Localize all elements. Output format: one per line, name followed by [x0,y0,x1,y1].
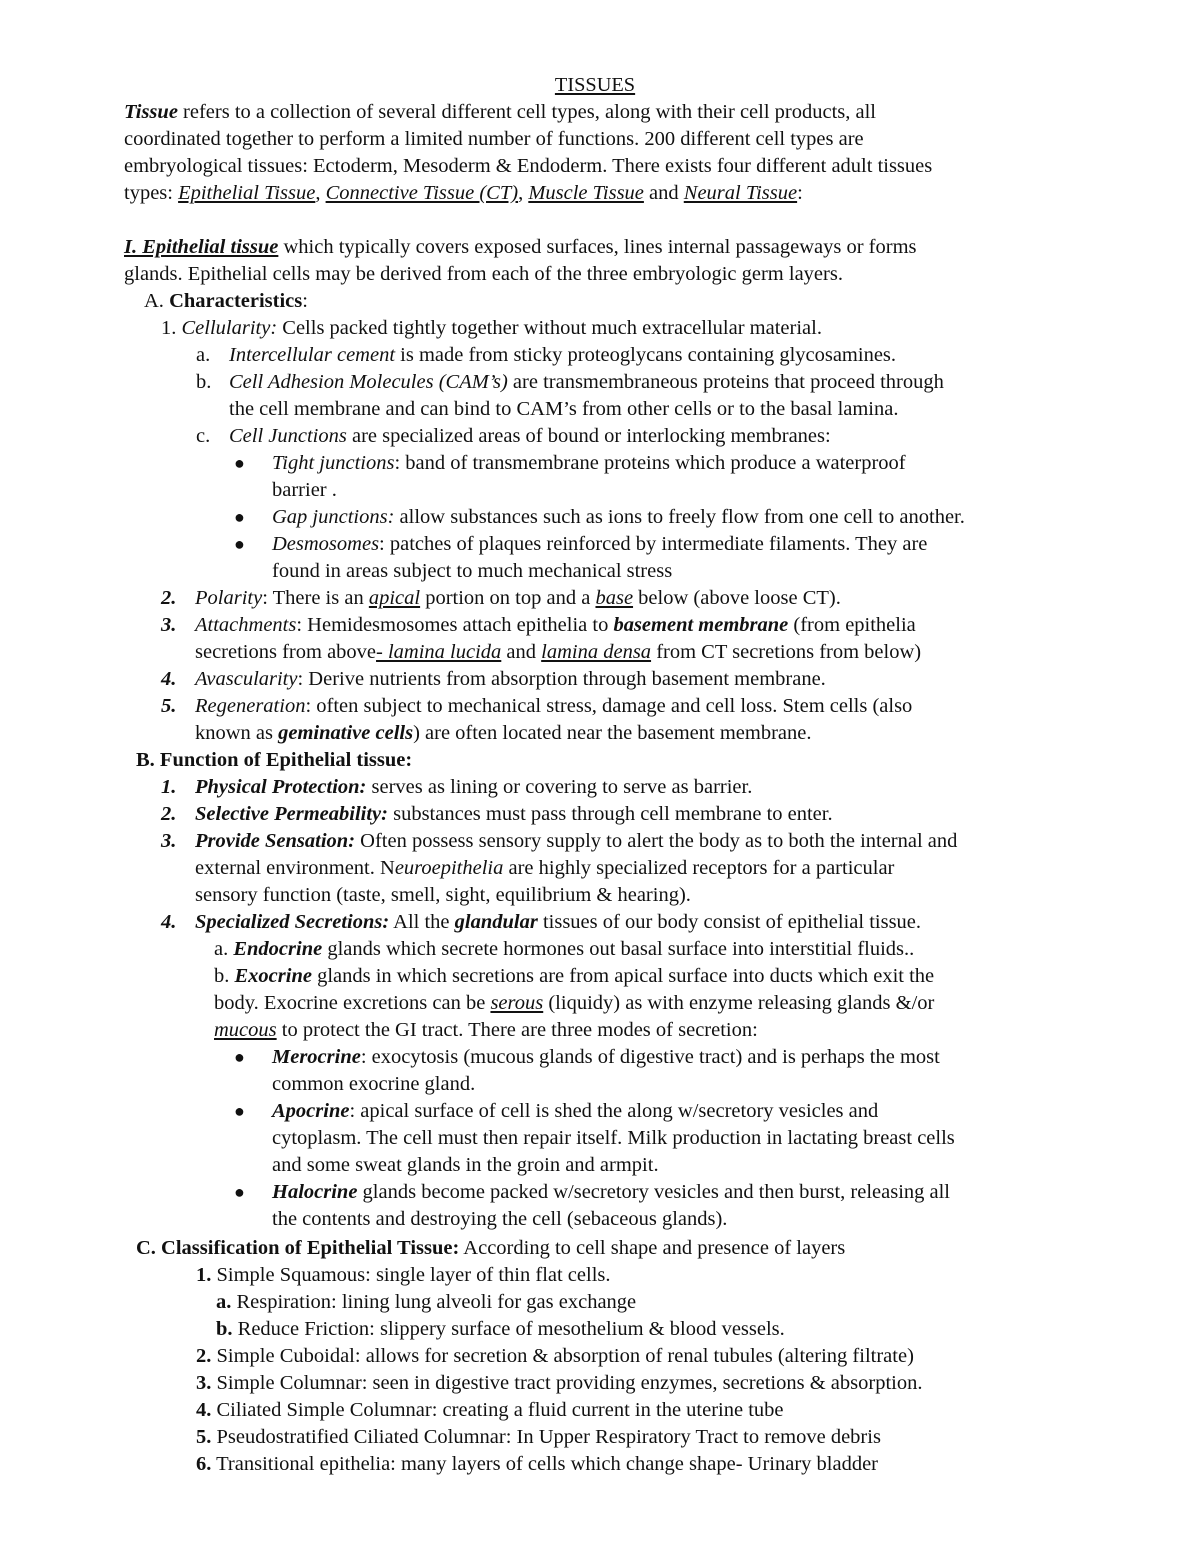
item-text: ) are often located near the basement membrane. [413,722,812,744]
term-neuroepithelia: euroepithelia [394,857,504,879]
classification-item [196,1398,784,1422]
section-1-heading-line [124,235,917,259]
item-text: are transmembraneous proteins that proceed through [507,371,944,393]
item-number: 4. [196,1399,212,1421]
section-1-line-2: glands. Epithelial cells may be derived from each of the three embryologic germ layers. [124,263,843,285]
marker: A. [144,290,170,312]
term-serous: serous [490,992,544,1014]
classification-item [196,1452,878,1476]
classification-item [216,1290,636,1314]
item-number: 3. [161,614,177,636]
classification-item [196,1263,611,1287]
intro-line-3: embryological tissues: Ectoderm, Mesoderm & Endoderm. There exists four different adult tissues [124,155,933,177]
term-lamina-densa: lamina densa [541,641,652,663]
secretion-mode [272,1045,940,1069]
item-text: from CT secretions from below) [651,641,922,663]
characteristic-1b [229,370,944,394]
secretion-mode [272,1099,878,1123]
item-text: : patches of plaques reinforced by intermediate filaments. They are [379,533,928,555]
bullet-icon: ● [234,1182,245,1202]
term-mucous: mucous [214,1019,277,1041]
intro-text: types: [124,182,179,204]
tissue-type: Epithelial Tissue [178,182,316,204]
characteristic-5 [195,694,912,718]
item-number: 1. [161,776,177,798]
junction-item-line-2: barrier . [272,479,337,501]
function-2 [195,802,833,826]
secretion-mode-line-2: the contents and destroying the cell (sebaceous glands). [272,1208,728,1230]
item-text: Simple Squamous: single layer of thin flat cells. [211,1264,611,1286]
subsection-a-label: Characteristics [169,290,303,312]
item-text: All the [389,911,455,933]
term: Provide Sensation: [195,830,356,852]
intro-line-2: coordinated together to perform a limited number of functions. 200 different cell types are [124,128,864,150]
item-number: 1. [161,317,182,339]
term: Cell Adhesion Molecules (CAM’s) [229,371,508,393]
item-number: 4. [161,668,177,690]
item-text: are highly specialized receptors for a particular [503,857,895,879]
item-text: glands become packed w/secretory vesicles and then burst, releasing all [357,1181,950,1203]
characteristic-1 [161,316,822,340]
marker-b: b. [196,371,212,393]
subsection-a-heading [144,289,308,313]
characteristic-3-line-2 [195,640,921,664]
term: Apocrine [272,1100,350,1122]
item-text: : exocytosis (mucous glands of digestive tract) and is perhaps the most [360,1046,940,1068]
item-text: tissues of our body consist of epithelial tissue. [537,911,922,933]
function-3-line-2 [195,856,894,880]
item-text: Pseudostratified Ciliated Columnar: In Upper Respiratory Tract to remove debris [211,1426,881,1448]
item-text: Often possess sensory supply to alert the body as to both the internal and [355,830,958,852]
item-text: below (above loose CT). [633,587,841,609]
tissue-type: Neural Tissue [683,182,798,204]
function-4b-line-2 [214,991,934,1015]
marker-a: a. [196,344,211,366]
term-endocrine: Endocrine [233,938,323,960]
section-1-heading: I. Epithelial tissue [124,236,279,258]
junction-item [272,451,906,475]
item-text: (liquidy) as with enzyme releasing glands &/or [543,992,935,1014]
item-text: : apical surface of cell is shed the along w/secretory vesicles and [349,1100,879,1122]
classification-item [196,1371,922,1395]
characteristic-1c [229,424,831,448]
item-text: known as [195,722,279,744]
characteristic-1a [229,343,896,367]
item-text: Simple Cuboidal: allows for secretion & absorption of renal tubules (altering filtrate) [211,1345,914,1367]
characteristic-5-line-2 [195,721,811,745]
item-number: 3. [161,830,177,852]
term: Halocrine [272,1181,358,1203]
item-number: 5. [196,1426,212,1448]
item-text: Reduce Friction: slippery surface of mesothelium & blood vessels. [232,1318,785,1340]
item-text: and [501,641,542,663]
term-glandular: glandular [454,911,538,933]
term: Cellularity: [181,317,278,339]
term-tissue: Tissue [124,101,178,123]
marker-c: c. [196,425,211,447]
term: Specialized Secretions: [195,911,390,933]
term-basement-membrane: basement membrane [613,614,789,636]
item-text: : There is an [262,587,369,609]
junction-item [272,532,927,556]
item-text: external environment. N [195,857,395,879]
term: Avascularity [195,668,298,690]
function-4b [214,964,934,988]
separator: and [643,182,684,204]
junction-item-line-2: found in areas subject to much mechanical stress [272,560,673,582]
term: Gap junctions: [272,506,395,528]
item-text: body. Exocrine excretions can be [214,992,491,1014]
marker: b. [214,965,235,987]
classification-item [216,1317,785,1341]
tissue-type: Connective Tissue (CT) [325,182,519,204]
item-number: 4. [161,911,177,933]
term: Desmosomes [272,533,380,555]
term: Regeneration [195,695,306,717]
item-text: to protect the GI tract. There are three modes of secretion: [276,1019,758,1041]
classification-item [196,1344,914,1368]
item-text: Cells packed tightly together without much extracellular material. [277,317,822,339]
item-text: Ciliated Simple Columnar: creating a fluid current in the uterine tube [211,1399,784,1421]
term: Selective Permeability: [195,803,388,825]
intro-line-1 [124,100,876,124]
section-text: which typically covers exposed surfaces, lines internal passageways or forms [278,236,917,258]
bullet-icon: ● [234,534,245,554]
bullet-icon: ● [234,453,245,473]
term: Intercellular cement [229,344,396,366]
function-4a [214,937,914,961]
term: Attachments [195,614,297,636]
subsection-c-label: C. Classification of Epithelial Tissue: [136,1237,460,1259]
item-text: portion on top and a [420,587,596,609]
term-geminative-cells: geminative cells [278,722,414,744]
item-text: : band of transmembrane proteins which produce a waterproof [394,452,906,474]
secretion-mode [272,1180,950,1204]
bullet-icon: ● [234,1047,245,1067]
item-number: 2. [196,1345,212,1367]
term-base: base [595,587,634,609]
junction-item [272,505,965,529]
function-1 [195,775,752,799]
item-number: 1. [196,1264,212,1286]
item-number: 2. [161,803,177,825]
separator: : [302,290,308,312]
bullet-icon: ● [234,1101,245,1121]
classification-item [196,1425,881,1449]
item-text: Transitional epithelia: many layers of cells which change shape- Urinary bladder [211,1453,878,1475]
secretion-mode-line-2: cytoplasm. The cell must then repair itself. Milk production in lactating breast cells [272,1127,955,1149]
item-text: allow substances such as ions to freely flow from one cell to another. [394,506,965,528]
tissue-type: Muscle Tissue [528,182,644,204]
function-3-line-3: sensory function (taste, smell, sight, equilibrium & hearing). [195,884,691,906]
function-4b-line-3 [214,1018,758,1042]
term: Merocrine [272,1046,361,1068]
item-text: glands in which secretions are from apical surface into ducts which exit the [311,965,935,987]
term-lamina-lucida: - lamina lucida [376,641,502,663]
item-text: glands which secrete hormones out basal surface into interstitial fluids.. [322,938,915,960]
characteristic-2 [195,586,841,610]
term: Cell Junctions [229,425,347,447]
intro-text: refers to a collection of several different cell types, along with their cell products, all [177,101,876,123]
item-number: 6. [196,1453,212,1475]
item-number: 5. [161,695,177,717]
item-number: 2. [161,587,177,609]
item-text: Simple Columnar: seen in digestive tract providing enzymes, secretions & absorption. [211,1372,923,1394]
characteristic-3 [195,613,916,637]
function-4 [195,910,921,934]
item-text: are specialized areas of bound or interlocking membranes: [346,425,831,447]
term-exocrine: Exocrine [234,965,312,987]
subsection-b-heading: B. Function of Epithelial tissue: [136,749,413,771]
item-text: : often subject to mechanical stress, damage and cell loss. Stem cells (also [305,695,913,717]
item-text: (from epithelia [788,614,916,636]
secretion-mode-line-2: common exocrine gland. [272,1073,476,1095]
item-text: is made from sticky proteoglycans containing glycosamines. [395,344,897,366]
item-text: : Derive nutrients from absorption through basement membrane. [297,668,826,690]
intro-line-4 [124,181,803,205]
characteristic-4 [195,667,826,691]
secretion-mode-line-3: and some sweat glands in the groin and armpit. [272,1154,659,1176]
marker: a. [214,938,234,960]
item-number: 3. [196,1372,212,1394]
item-text: Respiration: lining lung alveoli for gas exchange [231,1291,637,1313]
document-title: TISSUES [554,74,636,96]
term: Tight junctions [272,452,395,474]
item-text: substances must pass through cell membrane to enter. [387,803,833,825]
term: Polarity [195,587,263,609]
characteristic-1b-line-2: the cell membrane and can bind to CAM’s from other cells or to the basal lamina. [229,398,899,420]
separator: , [518,182,529,204]
item-number: a. [216,1291,232,1313]
item-text: According to cell shape and presence of layers [459,1237,846,1259]
bullet-icon: ● [234,507,245,527]
separator: , [315,182,326,204]
separator: : [797,182,803,204]
item-number: b. [216,1318,233,1340]
function-3 [195,829,957,853]
term-apical: apical [368,587,421,609]
item-text: serves as lining or covering to serve as barrier. [366,776,753,798]
item-text: : Hemidesmosomes attach epithelia to [296,614,614,636]
term: Physical Protection: [195,776,367,798]
subsection-c-heading [136,1236,845,1260]
item-text: secretions from above [195,641,377,663]
